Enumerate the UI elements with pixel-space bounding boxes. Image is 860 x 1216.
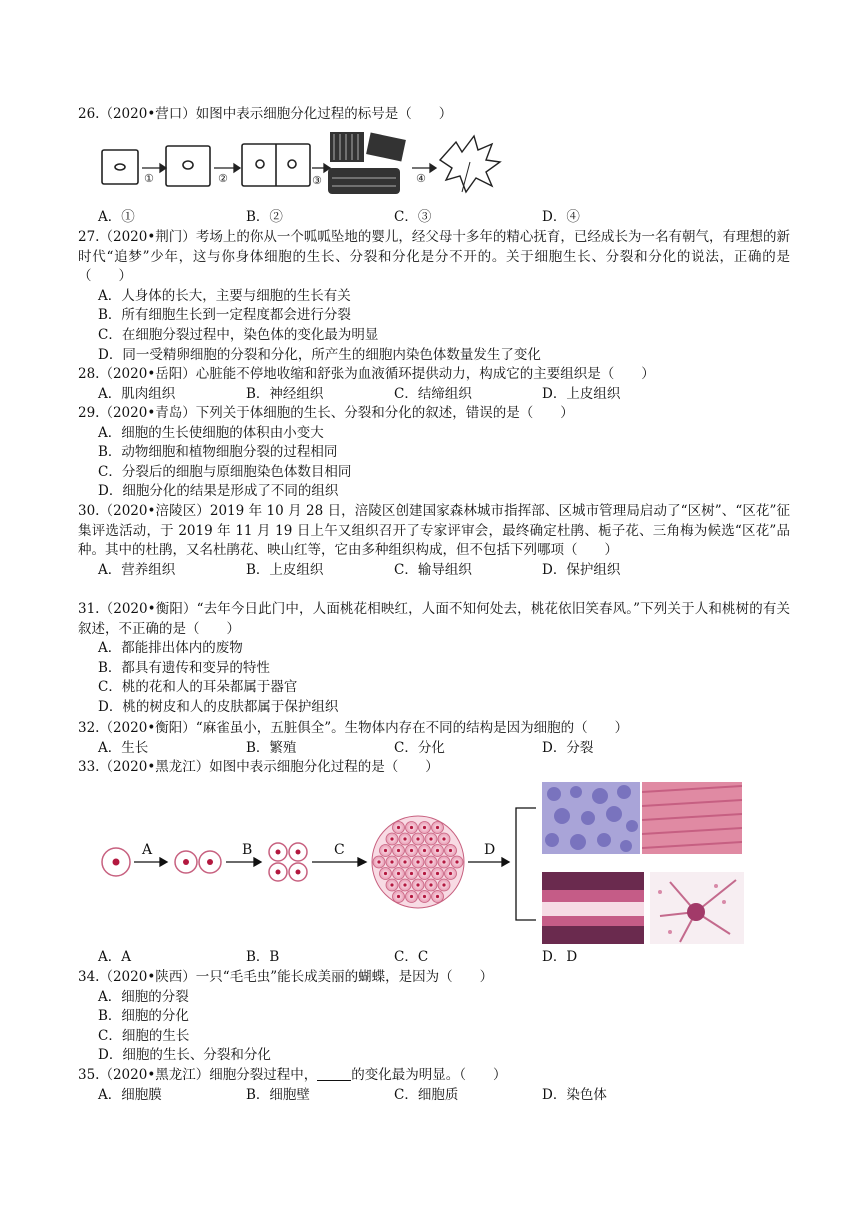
cluster-cell-nucleus [390,883,393,886]
option-b[interactable]: B．都具有遗传和变异的特性 [98,659,270,676]
option-d[interactable]: D．细胞的生长、分裂和分化 [98,1047,271,1064]
stem-part-1: 35.（2020•黑龙江）细胞分裂过程中， [78,1067,318,1083]
question-29 [78,404,790,502]
nerve-tissue-image [650,872,744,944]
question-stem: 27.（2020•荆门）考场上的你从一个呱呱坠地的婴儿，经父母十多年的精心抚育，已经成长为一名有朝气，有理想的新时代“追梦”少年，这与你身体细胞的生长、分裂和分化是分不开的。关于细胞生长、分裂和分化的说法，正确的是（ ） [78,229,790,285]
option-c[interactable]: C．细胞质 [394,1086,459,1103]
question-27 [78,228,790,365]
arrow-label-1: ① [144,172,154,185]
option-a[interactable]: A．生长 [98,739,149,756]
option-a[interactable]: A．① [98,209,135,225]
question-stem: 29.（2020•青岛）下列关于体细胞的生长、分裂和分化的叙述，错误的是（ ） [78,405,574,421]
stem-part-2: 的变化最为明显。（ ） [351,1067,507,1083]
cluster-cell-nucleus [429,883,432,886]
question-26 [78,105,790,125]
cluster-cell-nucleus [416,883,419,886]
option-b[interactable]: B．繁殖 [246,739,297,756]
arrow-label-c: C [334,842,345,858]
cluster-cell-nucleus [377,860,380,863]
cluster-cell-nucleus [384,849,387,852]
option-a[interactable]: A．细胞膜 [98,1086,162,1103]
option-c[interactable]: C．在细胞分裂过程中，染色体的变化最为明显 [98,326,379,343]
cluster-cell-nucleus [397,895,400,898]
arrow-label-a: A [142,842,153,858]
option-d[interactable]: D．保护组织 [542,561,621,578]
question-28 [78,365,790,404]
option-c[interactable]: C．分裂后的细胞与原细胞染色体数目相同 [98,463,352,480]
option-d[interactable]: D．同一受精卵细胞的分裂和分化，所产生的细胞内染色体数量发生了变化 [98,346,541,363]
arrow-label-2: ② [218,172,228,185]
option-b[interactable]: B．神经组织 [246,385,324,402]
option-c[interactable]: C．桃的花和人的耳朵都属于器官 [98,679,298,696]
cluster-cell-nucleus [429,860,432,863]
cluster-cell-nucleus [397,826,400,829]
question-32 [78,719,790,758]
cluster-cell-nucleus [410,849,413,852]
cluster-cell-nucleus [436,895,439,898]
cluster-cell-nucleus [449,872,452,875]
cluster-cell-nucleus [423,849,426,852]
question-33 [78,758,790,778]
question-stem: 34.（2020•陕西）一只“毛毛虫”能长成美丽的蝴蝶，是因为（ ） [78,969,494,985]
option-c[interactable]: C．输导组织 [394,561,472,578]
arrow-label-4: ④ [416,172,426,185]
option-d[interactable]: D．④ [542,209,580,225]
cluster-cell-nucleus [410,895,413,898]
option-a[interactable]: A．细胞的分裂 [98,988,189,1005]
question-30 [78,502,790,580]
cluster-cell-nucleus [410,826,413,829]
cluster-cell-nucleus [384,872,387,875]
option-d[interactable]: D．D [542,949,578,965]
answer-blank[interactable] [317,1066,351,1081]
cluster-cell-nucleus [423,872,426,875]
cluster-cell-nucleus [442,860,445,863]
cluster-cell-nucleus [403,837,406,840]
option-a[interactable]: A．肌肉组织 [98,385,176,402]
arrow-label-d: D [484,842,496,858]
question-26-options [78,208,790,228]
connective-tissue-image [542,872,644,944]
option-b[interactable]: B．② [246,209,283,225]
cluster-cell-nucleus [416,860,419,863]
question-35 [78,1066,790,1105]
cluster-cell-nucleus [397,849,400,852]
cluster-cell-nucleus [423,826,426,829]
option-d[interactable]: D．桃的树皮和人的皮肤都属于保护组织 [98,698,339,715]
question-stem: 32.（2020•衡阳）“麻雀虽小，五脏俱全”。生物体内存在不同的结构是因为细胞的（ ） [78,720,629,736]
cluster-cell-nucleus [429,837,432,840]
question-33-options [98,948,698,968]
cluster-cell-nucleus [390,837,393,840]
question-34 [78,968,790,1066]
question-stem: 33.（2020•黑龙江）如图中表示细胞分化过程的是（ ） [78,759,439,775]
cluster-cell-nucleus [442,883,445,886]
cluster-cell-nucleus [442,837,445,840]
cluster-cell-nucleus [410,872,413,875]
cluster-cell-nucleus [436,849,439,852]
option-d[interactable]: D．细胞分化的结果是形成了不同的组织 [98,483,339,500]
option-b[interactable]: B．所有细胞生长到一定程度都会进行分裂 [98,307,351,324]
option-d[interactable]: D．分裂 [542,739,594,756]
option-b[interactable]: B．细胞的分化 [98,1008,189,1025]
option-c[interactable]: C．结缔组织 [394,385,472,402]
option-a[interactable]: A．A [98,949,131,965]
option-a[interactable]: A．营养组织 [98,561,176,578]
cluster-cell-nucleus [403,860,406,863]
cluster-cell-nucleus [416,837,419,840]
option-c[interactable]: C．分化 [394,739,445,756]
option-d[interactable]: D．染色体 [542,1086,607,1103]
option-b[interactable]: B．B [246,949,280,965]
option-b[interactable]: B．动物细胞和植物细胞分裂的过程相同 [98,444,338,461]
muscle-tissue-image [642,782,742,854]
option-a[interactable]: A．细胞的生长使细胞的体积由小变大 [98,424,324,441]
cluster-cell-nucleus [449,849,452,852]
question-stem: 30.（2020•涪陵区）2019 年 10 月 28 日，涪陵区创建国家森林城市指挥部、区城市管理局启动了“区树”、“区花”征集评选活动，于 2019 年 11 月 19 日上午又组织召开了专家评审会，最终确定杜鹃、栀子花、三角梅为候选“区花”品种。其中的杜鹃，又名杜鹃花、映山红等，它由多种组织构成，但不包括下列哪项（ ） [78,503,790,559]
cluster-cell-nucleus [397,872,400,875]
option-c[interactable]: C．③ [394,209,432,225]
option-a[interactable]: A．人身体的长大，主要与细胞的生长有关 [98,287,351,304]
arrow-label-3: ③ [312,174,322,187]
option-b[interactable]: B．上皮组织 [246,561,324,578]
cluster-cell-nucleus [423,895,426,898]
cell-division-diagram [100,128,520,198]
cluster-cell-nucleus [455,860,458,863]
question-31 [78,600,790,718]
question-stem: 31.（2020•衡阳）“去年今日此门中，人面桃花相映红，人面不知何处去，桃花依旧笑春风。”下列关于人和桃树的有关叙述，不正确的是（ ） [78,601,790,637]
option-c[interactable]: C．C [394,949,429,965]
cluster-cell-nucleus [436,872,439,875]
option-b[interactable]: B．细胞壁 [246,1086,310,1103]
arrow-label-b: B [242,842,253,858]
cluster-cell-nucleus [403,883,406,886]
option-c[interactable]: C．细胞的生长 [98,1027,190,1044]
cluster-cell-nucleus [436,826,439,829]
option-d[interactable]: D．上皮组织 [542,385,621,402]
cell-differentiation-diagram [96,780,748,950]
question-stem [78,1066,790,1086]
epithelial-tissue-image [542,782,640,854]
option-a[interactable]: A．都能排出体内的废物 [98,640,243,657]
cluster-cell-nucleus [390,860,393,863]
question-stem: 26.（2020•营口）如图中表示细胞分化过程的标号是（ ） [78,106,453,122]
question-stem: 28.（2020•岳阳）心脏能不停地收缩和舒张为血液循环提供动力，构成它的主要组织是（ ） [78,366,655,382]
